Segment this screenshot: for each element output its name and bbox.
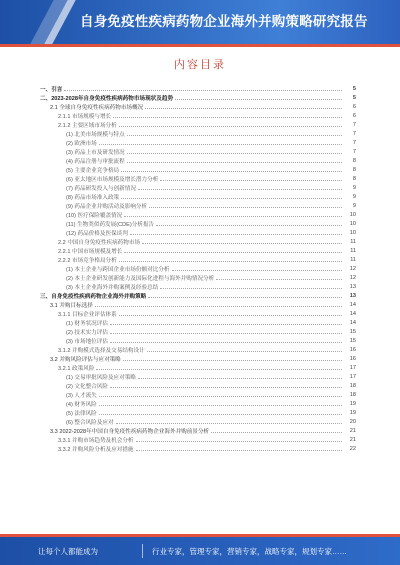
toc-leader-dots <box>216 279 342 280</box>
toc-leader-dots <box>64 90 342 91</box>
table-of-contents <box>40 84 356 453</box>
toc-page-number: 14 <box>349 310 356 317</box>
toc-entry[interactable] <box>40 399 356 408</box>
toc-entry-label: (9) 药品企业并购活动及影响分析 <box>66 203 148 210</box>
toc-leader-dots <box>142 243 342 244</box>
toc-entry[interactable] <box>40 165 356 174</box>
toc-leader-dots <box>119 126 342 127</box>
toc-entry-label: (8) 药品市场准入政策 <box>66 194 120 201</box>
toc-entry-label: 3.1.2 并购模式选择及交易结构设计 <box>58 347 145 354</box>
toc-leader-dots <box>136 450 342 451</box>
toc-page-number: 13 <box>349 292 356 299</box>
toc-page-number: 6 <box>352 103 356 110</box>
toc-entry[interactable] <box>40 381 356 390</box>
toc-leader-dots <box>147 351 342 352</box>
toc-leader-dots <box>113 117 342 118</box>
toc-page-number: 16 <box>349 355 356 362</box>
toc-leader-dots <box>138 189 342 190</box>
toc-entry-label: (1) 本土企业与跨国企业市场份额对比分析 <box>66 266 170 273</box>
toc-entry-label: 2.2.1 中国市场规模及增长 <box>58 248 123 255</box>
toc-leader-dots <box>124 252 342 253</box>
toc-entry-label: (1) 交易审批风险及应对策略 <box>66 374 136 381</box>
toc-page-number: 7 <box>352 139 356 146</box>
toc-entry-label: 三、自身免疫性疾病药物企业海外并购策略 <box>40 293 147 300</box>
toc-leader-dots <box>99 414 342 415</box>
toc-leader-dots <box>127 135 342 136</box>
toc-page-number: 7 <box>352 148 356 155</box>
toc-page-number: 8 <box>352 157 356 164</box>
toc-page-number: 16 <box>349 346 356 353</box>
toc-page-number: 21 <box>349 427 356 434</box>
toc-entry[interactable] <box>40 255 356 264</box>
toc-entry-label: (1) 财务状况评估 <box>66 320 108 327</box>
toc-entry[interactable] <box>40 372 356 381</box>
toc-leader-dots <box>96 369 342 370</box>
toc-page-number: 15 <box>349 328 356 335</box>
header-accent-stripe <box>0 44 400 47</box>
toc-entry-label: (12) 药品价格及医保谈判 <box>66 230 128 237</box>
toc-leader-dots <box>211 432 342 433</box>
toc-entry-label: (2) 文化整合风险 <box>66 383 108 390</box>
toc-entry-label: (3) 本土企业海外并购案例及经验总结 <box>66 284 159 291</box>
toc-leader-dots <box>149 207 342 208</box>
toc-page-number: 11 <box>350 238 356 245</box>
toc-leader-dots <box>172 270 343 271</box>
toc-entry-label: (6) 亚太地区市场规模及增长潜力分析 <box>66 176 159 183</box>
toc-entry-label: 3.3.1 并购市场趋势及机会分析 <box>58 437 134 444</box>
toc-entry-label: 二、2023-2028年自身免疫性疾病药物市场现状及趋势 <box>40 95 174 102</box>
toc-entry-label: 2.1 全球自身免疫性疾病药物市场概况 <box>50 104 144 111</box>
toc-leader-dots <box>130 234 342 235</box>
toc-page-number: 7 <box>352 130 356 137</box>
toc-entry-label: 2.2.2 市场竞争格局分析 <box>58 257 117 264</box>
toc-entry[interactable] <box>40 300 356 309</box>
toc-leader-dots <box>156 225 342 226</box>
toc-entry[interactable] <box>40 336 356 345</box>
toc-page-number: 11 <box>350 256 356 263</box>
toc-entry[interactable] <box>40 273 356 282</box>
toc-leader-dots <box>124 216 342 217</box>
toc-leader-dots <box>110 342 342 343</box>
toc-entry[interactable] <box>40 237 356 246</box>
toc-page-number: 17 <box>349 373 356 380</box>
footer-tagline: 行业专家，管理专家，营销专家，战略专家，规划专家…… <box>152 547 347 556</box>
toc-entry[interactable] <box>40 354 356 363</box>
toc-entry-label: (2) 欧洲市场 <box>66 140 97 147</box>
toc-entry[interactable] <box>40 147 356 156</box>
toc-entry[interactable] <box>40 318 356 327</box>
toc-page-number: 19 <box>349 400 356 407</box>
toc-entry[interactable] <box>40 111 356 120</box>
toc-page-number: 10 <box>349 229 356 236</box>
toc-entry[interactable] <box>40 93 356 102</box>
toc-page-number: 14 <box>349 301 356 308</box>
toc-page-number: 5 <box>352 94 356 101</box>
toc-page-number: 19 <box>349 409 356 416</box>
footer-divider <box>142 544 143 558</box>
toc-entry[interactable] <box>40 417 356 426</box>
toc-page-number: 22 <box>349 445 356 452</box>
toc-entry-label: 3.2 并购风险评估与应对策略 <box>50 356 121 363</box>
toc-leader-dots <box>160 180 342 181</box>
toc-entry-label: 3.3.2 并购风险分析及应对措施 <box>58 446 134 453</box>
toc-entry[interactable] <box>40 390 356 399</box>
report-title: 自身免疫性疾病药物企业海外并购策略研究报告 <box>80 14 368 29</box>
toc-page-number: 17 <box>349 364 356 371</box>
toc-heading: 内容目录 <box>174 59 226 71</box>
toc-entry-label: (4) 药品注册与审批流程 <box>66 158 125 165</box>
toc-leader-dots <box>110 324 342 325</box>
toc-entry-label: (1) 北美市场规模与特点 <box>66 131 125 138</box>
header-banner <box>0 0 400 44</box>
toc-entry[interactable] <box>40 192 356 201</box>
toc-leader-dots <box>116 423 342 424</box>
toc-entry[interactable] <box>40 174 356 183</box>
toc-leader-dots <box>127 162 342 163</box>
toc-page-number: 14 <box>349 319 356 326</box>
toc-leader-dots <box>110 333 342 334</box>
toc-entry-label: (2) 本土企业研发创新能力及国际化进程与海外并购情况分析 <box>66 275 215 282</box>
toc-entry[interactable] <box>40 219 356 228</box>
toc-leader-dots <box>121 198 342 199</box>
toc-entry[interactable] <box>40 183 356 192</box>
toc-page-number: 8 <box>352 166 356 173</box>
toc-page-number: 18 <box>349 391 356 398</box>
toc-entry[interactable] <box>40 156 356 165</box>
toc-page-number: 10 <box>349 220 356 227</box>
toc-leader-dots <box>136 441 342 442</box>
toc-page-number: 7 <box>352 121 356 128</box>
toc-entry[interactable] <box>40 444 356 453</box>
toc-entry[interactable] <box>40 120 356 129</box>
toc-entry[interactable] <box>40 345 356 354</box>
toc-entry[interactable] <box>40 138 356 147</box>
toc-page-number: 5 <box>352 85 356 92</box>
toc-page-number: 18 <box>349 382 356 389</box>
toc-leader-dots <box>119 315 342 316</box>
toc-entry-label: 3.1.1 目标企业评估体系 <box>58 311 117 318</box>
toc-entry-label: 一、引言 <box>40 86 63 93</box>
toc-leader-dots <box>121 171 342 172</box>
toc-page-number: 9 <box>352 202 356 209</box>
toc-entry-label: 2.1.1 市场规模与增长 <box>58 113 112 120</box>
toc-page-number: 12 <box>349 265 356 272</box>
toc-entry[interactable] <box>40 210 356 219</box>
toc-entry[interactable] <box>40 408 356 417</box>
toc-entry-label: (7) 药品研发投入与创新情况 <box>66 185 136 192</box>
toc-leader-dots <box>145 108 342 109</box>
toc-page-number: 9 <box>352 184 356 191</box>
toc-entry-label: 2.1.2 主要区域市场分析 <box>58 122 117 129</box>
footer-banner <box>0 537 400 565</box>
toc-leader-dots <box>99 396 342 397</box>
toc-entry[interactable] <box>40 363 356 372</box>
toc-entry-label: (10) 医疗保险覆盖情况 <box>66 212 123 219</box>
toc-leader-dots <box>127 153 342 154</box>
toc-leader-dots <box>99 405 342 406</box>
toc-page-number: 15 <box>349 337 356 344</box>
toc-leader-dots <box>119 261 342 262</box>
toc-entry-label: (4) 财务风险 <box>66 401 97 408</box>
toc-entry-label: 3.1 并购目标选择 <box>50 302 93 309</box>
toc-page-number: 20 <box>349 418 356 425</box>
toc-entry[interactable] <box>40 291 356 300</box>
toc-page-number: 10 <box>349 211 356 218</box>
toc-entry[interactable] <box>40 327 356 336</box>
toc-entry-label: (3) 市场地位评估 <box>66 338 108 345</box>
toc-leader-dots <box>123 360 342 361</box>
toc-page-number: 21 <box>349 436 356 443</box>
toc-leader-dots <box>110 387 342 388</box>
toc-entry-label: (2) 技术实力评估 <box>66 329 108 336</box>
toc-page-number: 9 <box>352 193 356 200</box>
toc-entry-label: 3.2.1 政策风险 <box>58 365 95 372</box>
toc-entry-label: (3) 人才流失 <box>66 392 97 399</box>
toc-entry-label: (11) 生物类似药发展(CDE)分析报告 <box>66 221 155 228</box>
toc-leader-dots <box>99 144 342 145</box>
toc-entry[interactable] <box>40 309 356 318</box>
toc-page-number: 12 <box>349 274 356 281</box>
toc-entry[interactable] <box>40 129 356 138</box>
toc-entry[interactable] <box>40 435 356 444</box>
toc-page-number: 11 <box>350 247 356 254</box>
toc-page-number: 8 <box>352 175 356 182</box>
toc-entry-label: (5) 法律风险 <box>66 410 97 417</box>
toc-entry-label: 2.2 中国自身免疫性疾病药物市场 <box>58 239 141 246</box>
toc-entry-label: (3) 药品上市及研发情况 <box>66 149 125 156</box>
toc-entry[interactable] <box>40 201 356 210</box>
toc-entry-label: (6) 整合风险及应对 <box>66 419 114 426</box>
toc-leader-dots <box>148 297 342 298</box>
toc-entry[interactable] <box>40 282 356 291</box>
toc-entry[interactable] <box>40 426 356 435</box>
toc-leader-dots <box>95 306 342 307</box>
toc-entry[interactable] <box>40 84 356 93</box>
toc-page-number: 6 <box>352 112 356 119</box>
toc-entry[interactable] <box>40 264 356 273</box>
toc-entry[interactable] <box>40 228 356 237</box>
toc-entry-label: (5) 主要企业竞争格局 <box>66 167 120 174</box>
toc-leader-dots <box>175 99 342 100</box>
toc-entry-label: 3.3 2022-2028年中国自身免疫性疾病药物企业海外并购前景分析 <box>50 428 210 435</box>
toc-leader-dots <box>138 378 342 379</box>
footer-slogan: 让每个人都能成为 <box>38 547 98 556</box>
toc-page-number: 13 <box>349 283 356 290</box>
toc-leader-dots <box>160 288 342 289</box>
toc-entry[interactable] <box>40 246 356 255</box>
toc-entry[interactable] <box>40 102 356 111</box>
